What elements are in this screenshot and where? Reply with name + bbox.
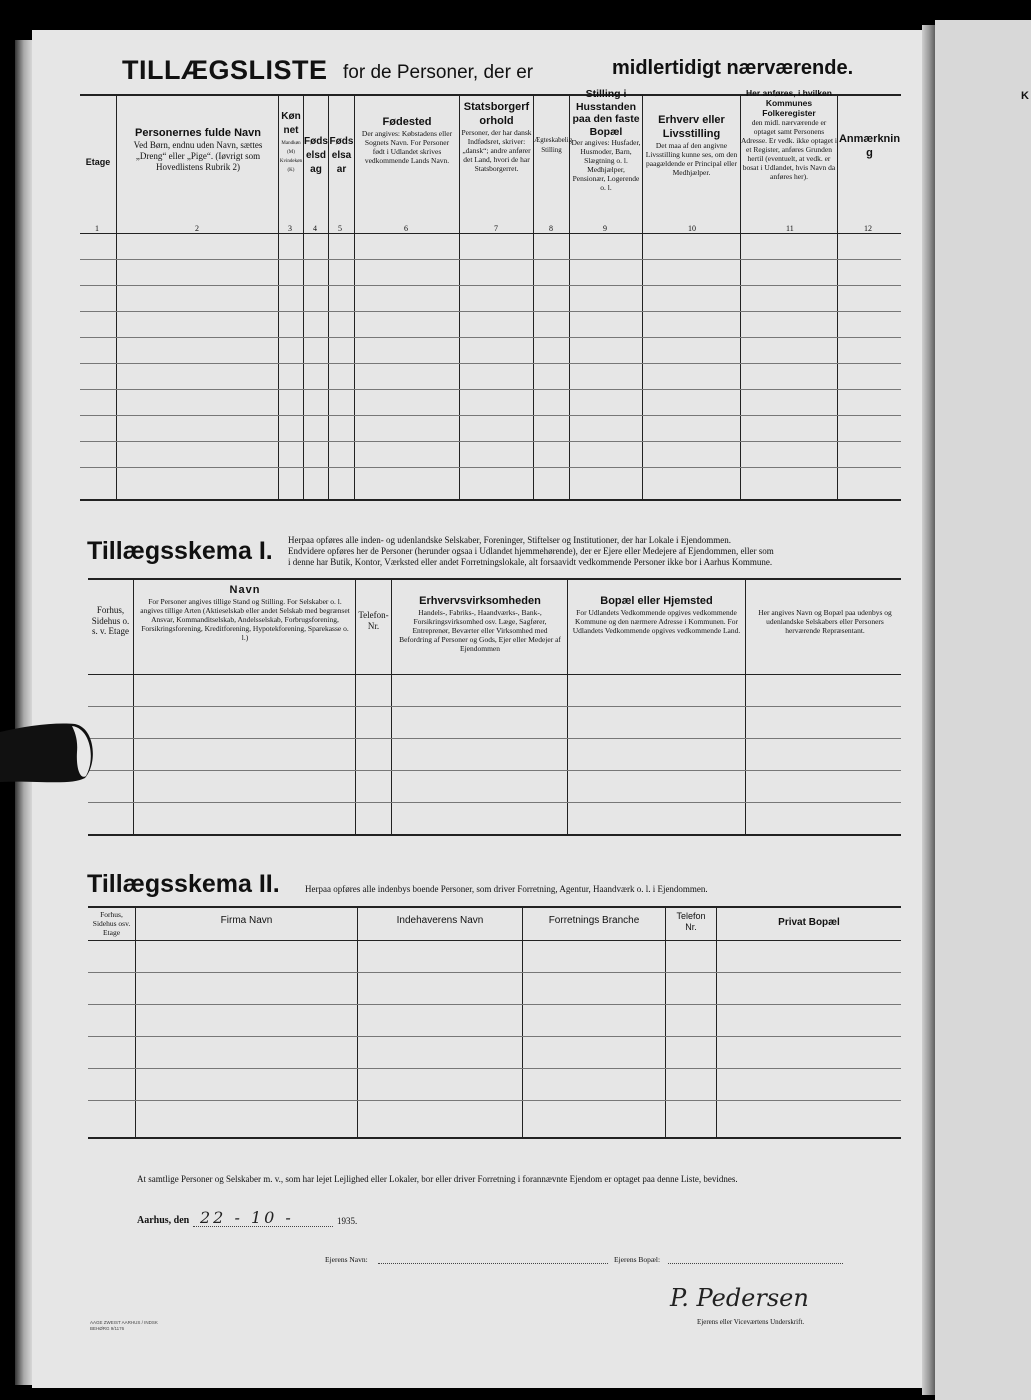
t1-colnum: 2 — [195, 224, 199, 233]
form-title: TILLÆGSLISTE — [122, 55, 328, 85]
owner-name-label: Ejerens Navn: — [325, 1255, 368, 1264]
s2-header-indehaver: Indehaverens Navn — [396, 915, 484, 926]
skema2-title: Tillægsskema II. — [87, 870, 280, 898]
s2-header-etage: Forhus, Sidehus osv. Etage — [92, 910, 131, 937]
t1-header-anmaerkning: Anmærkning — [838, 133, 901, 159]
t1-header-navn: Personernes fulde Navn Ved Børn, endnu uden Navn, sættes „Dreng“ eller „Pige“. (Iøvrigt som Hovedlistens Rubrik 2) — [133, 127, 263, 172]
owner-address-label: Ejerens Bopæl: — [614, 1255, 661, 1264]
t1-header-fodselsdag: Fødselsdag — [304, 136, 328, 175]
signature-caption: Ejerens eller Viceværtens Underskrift. — [697, 1318, 805, 1326]
form-title-emphasis: midlertidigt nærværende. — [612, 57, 854, 79]
adjacent-page-letter: K — [1021, 90, 1029, 102]
skema1-title: Tillægsskema I. — [87, 537, 273, 565]
t1-colnum: 12 — [864, 224, 872, 233]
adjacent-page — [935, 20, 1031, 1400]
t1-header-konnet: Kønnet Mandkøn (M) Kvindekøn (K) — [279, 111, 303, 173]
t1-colnum: 9 — [603, 224, 607, 233]
t1-header-erhverv: Erhverv eller Livsstilling Det maa af den angivne Livsstilling kunne ses, om den paagældende er Principal eller Medhjælper. — [645, 114, 738, 177]
t1-colnum: 4 — [313, 224, 317, 233]
s1-header-erhverv: Erhvervsvirksomheden Handels-, Fabriks-, Haandværks-, Bank-, Forsikringsvirksomhed osv. Læge, Sagfører, Entreprenør, Beværter eller Virksomhed med Befordring af Personer og Gods, Ejer eller Medejer af Ejendommen — [399, 595, 561, 653]
t1-header-stilling: Stilling i Husstanden paa den faste Bopæl Der angives: Husfader, Husmoder, Barn, Slægtning o. l. Medhjælper, Pensionær, Logerende o. l. — [571, 88, 641, 192]
s2-header-telefon: Telefon Nr. — [676, 911, 706, 932]
binding-left-edge — [15, 40, 33, 1385]
s1-header-etage: Forhus, Sidehus o. s. v. Etage — [91, 605, 130, 636]
handwritten-date: 22 - 10 - — [200, 1208, 294, 1227]
t1-header-statsborger: Statsborgerforhold Personer, der har dansk Indfødsret, skriver: „dansk“; andre anfører det Land, hvori de har Statsborgerret. — [461, 101, 532, 173]
t1-header-aegteskab: Ægteskabelig Stilling — [534, 136, 573, 154]
t1-colnum: 6 — [404, 224, 408, 233]
city-label: Aarhus, den — [137, 1215, 190, 1226]
skema2-intro: Herpaa opføres alle indenbys boende Personer, som driver Forretning, Agentur, Haandværk o. l. i Ejendommen. — [305, 884, 708, 894]
s2-header-firma: Firma Navn — [220, 915, 273, 926]
t1-colnum: 5 — [338, 224, 342, 233]
s1-header-repraesentant: Her angives Navn og Bopæl paa udenbys og udenlandske Selskabers eller Personers herværende Repræsentant. — [758, 608, 892, 635]
year: 1935. — [337, 1216, 358, 1226]
t1-header-etage: Etage — [85, 157, 111, 167]
t1-header-fodested: Fødested Der angives: Købstadens eller Sognets Navn. For Personer født i Udlandet skrives vedkommende Lands Navn. — [361, 116, 453, 165]
s1-header-telefon: Telefon-Nr. — [358, 610, 389, 631]
t1-colnum: 7 — [494, 224, 498, 233]
s1-header-bopael: Bopæl eller Hjemsted For Udlandets Vedkommende opgives vedkommende Kommune og den nærmere Adresse i Kommunen. For Udlandets Vedkommende opgives vedkommende Land. — [572, 595, 741, 635]
thumb-image — [0, 718, 95, 788]
t1-colnum: 11 — [786, 224, 794, 233]
t1-colnum: 1 — [95, 224, 99, 233]
book-spine — [922, 25, 936, 1395]
t1-header-folkeregister: Her anføres, i hvilken Kommunes Folkeregister den midl. nærværende er optaget samt Personens Adresse. Er vedk. ikke optaget i et Register, anføres Grunden hertil (eventuelt, at vedk. er bosat i Udlandet, hvis Navn da anføres her). — [741, 88, 838, 181]
declaration-text: At samtlige Personer og Selskaber m. v., som har lejet Lejlighed eller Lokaler, bor eller driver Forretning i forannævnte Ejendom er optaget paa denne Liste, bevidnes. — [137, 1174, 738, 1184]
s2-header-bopael: Privat Bopæl — [778, 917, 840, 928]
t1-colnum: 3 — [288, 224, 292, 233]
t1-header-fodselsaar: Fødselsaar — [329, 136, 354, 175]
skema1-intro: Herpaa opføres alle inden- og udenlandske Selskaber, Foreninger, Stiftelser og Institutioner, der har Lokale i Ejendommen. Endvidere opføres her de Personer (herunder ogsaa i Udlandet hjemmehørende), der er Ejere eller Medejere af Ejendommen, eller som i denne har Butik, Kontor, Værksted eller andet Forretningslokale, alt forsaavidt vedkommende Personer ikke bor i Aarhus Kommune. — [288, 535, 774, 567]
form-title-rest: for de Personer, der er — [343, 62, 534, 83]
t1-colnum: 8 — [549, 224, 553, 233]
t1-colnum: 10 — [688, 224, 696, 233]
signature: P. Pedersen — [670, 1284, 809, 1312]
s2-header-branche: Forretnings Branche — [548, 915, 640, 926]
printer-note: AAGE ZWEIST AARHUS / INDSK BEHØRG 9/1176 — [90, 1320, 158, 1331]
s1-header-navn: Navn For Personer angives tillige Stand og Stilling. For Selskaber o. l. angives tillige Arten (Aktieselskab eller andet Selskab med begrænset Ansvar, Kommanditselskab, Andelsselskab, Forbrugsforening, Forsikringsforening, Kreditforening, Hypotekforening, Sparekasse o. l.) — [140, 584, 350, 642]
